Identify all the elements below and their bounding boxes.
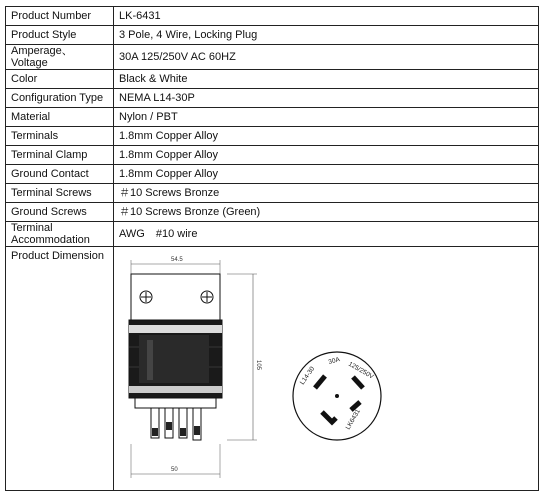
row-value: NEMA L14-30P [114,89,539,108]
dimension-row [6,247,539,491]
row-label: Amperage、Voltage [6,45,114,70]
row-value: 1.8mm Copper Alloy [114,127,539,146]
row-label: Product Style [6,26,114,45]
row-label: Terminals [6,127,114,146]
row-value: 1.8mm Copper Alloy [114,165,539,184]
table-row [6,222,539,247]
width-top-label: 54.5 [171,257,183,263]
row-value: ＃10 Screws Bronze (Green) [114,203,539,222]
table-row [6,203,539,222]
row-label: Configuration Type [6,89,114,108]
row-label: Terminal Accommodation [6,222,114,247]
table-row [6,7,539,26]
face-text-2: 30A [327,356,341,366]
row-value: Black & White [114,70,539,89]
row-value: 3 Pole, 4 Wire, Locking Plug [114,26,539,45]
row-label: Product Number [6,7,114,26]
height-label: 105 [255,360,261,371]
row-value: ＃10 Screws Bronze [114,184,539,203]
spec-table [5,6,539,491]
table-row [6,184,539,203]
row-label: Ground Screws [6,203,114,222]
row-value: AWG #10 wire [114,222,539,247]
row-value: 1.8mm Copper Alloy [114,146,539,165]
row-value: LK-6431 [114,7,539,26]
row-value: 30A 125/250V AC 60HZ [114,45,539,70]
row-value: Nylon / PBT [114,108,539,127]
face-text-3: 125/250V [347,360,375,381]
face-text-4: LK6431 [344,408,362,431]
table-row [6,108,539,127]
table-row [6,146,539,165]
table-row [6,26,539,45]
table-row [6,127,539,146]
dimension-figure [119,250,533,486]
dimension-figure-cell [114,247,539,491]
row-label: Material [6,108,114,127]
row-label: Product Dimension [6,247,114,491]
table-row [6,70,539,89]
face-text-1: L14-30 [298,365,317,387]
table-row [6,89,539,108]
row-label: Color [6,70,114,89]
row-label: Ground Contact [6,165,114,184]
plug-drawing [119,250,539,486]
row-label: Terminal Clamp [6,146,114,165]
table-row [6,165,539,184]
width-bottom-label: 50 [171,467,178,473]
row-label: Terminal Screws [6,184,114,203]
table-row [6,45,539,70]
